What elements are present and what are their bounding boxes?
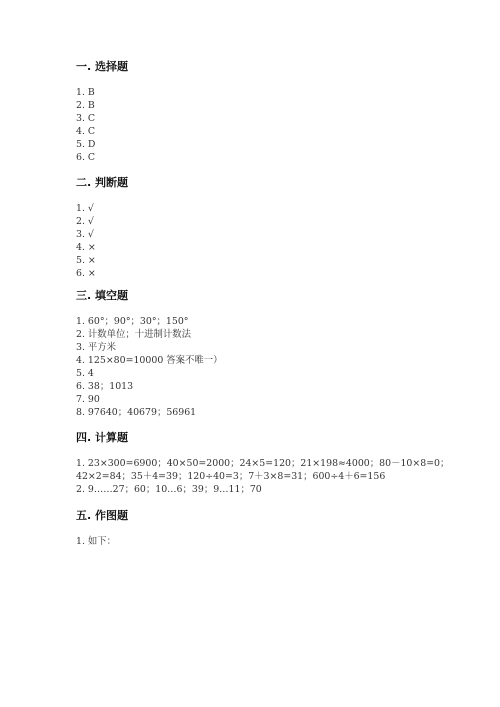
section-heading: 二. 判断题 — [76, 176, 129, 189]
section-heading: 一. 选择题 — [76, 60, 129, 73]
answer-line: 42×2=84；35＋4=39；120÷40=3；7＋3×8=31；600÷4＋6=156 — [76, 471, 386, 482]
answer-line: 5. D — [76, 139, 96, 150]
answer-list — [76, 86, 470, 164]
answer-line: 4. × — [76, 242, 96, 253]
answer-line: 4. 125×80=10000 答案不唯一） — [76, 355, 223, 366]
answer-list — [76, 202, 470, 280]
answer-line: 1. 60°；90°；30°；150° — [76, 316, 189, 327]
answer-line: 3. 平方米 — [76, 342, 117, 353]
answer-line: 1. B — [76, 87, 95, 98]
answer-list — [76, 457, 470, 496]
section-multiple-choice — [76, 60, 470, 164]
answer-line: 2. 计数单位；十进制计数法 — [76, 329, 192, 340]
section-drawing — [76, 509, 470, 548]
answer-line: 6. × — [76, 268, 96, 279]
answer-list — [76, 535, 470, 548]
answer-line: 2. √ — [76, 216, 94, 227]
answer-line: 1. 如下： — [76, 536, 117, 547]
answer-line: 4. C — [76, 126, 96, 137]
section-heading: 五. 作图题 — [76, 509, 129, 522]
answer-line: 5. × — [76, 255, 96, 266]
answer-line: 5. 4 — [76, 368, 94, 379]
section-heading: 四. 计算题 — [76, 431, 129, 444]
section-calculation — [76, 431, 470, 496]
answer-line: 3. √ — [76, 229, 94, 240]
section-true-false — [76, 176, 470, 280]
answer-line: 1. √ — [76, 203, 94, 214]
answer-list — [76, 315, 470, 419]
answer-line: 6. C — [76, 152, 96, 163]
answer-line: 6. 38；1013 — [76, 381, 134, 392]
answer-line: 2. B — [76, 100, 95, 111]
answer-line: 3. C — [76, 113, 96, 124]
answer-line: 1. 23×300=6900；40×50=2000；24×5=120；21×198≈4000；80－10×8=0； — [76, 458, 450, 469]
section-heading: 三. 填空题 — [76, 289, 129, 302]
section-fill-in-blank — [76, 289, 470, 419]
answer-line: 8. 97640；40679；56961 — [76, 407, 197, 418]
answer-line: 2. 9……27；60；10…6；39；9…11；70 — [76, 484, 262, 495]
answer-line: 7. 90 — [76, 394, 100, 405]
